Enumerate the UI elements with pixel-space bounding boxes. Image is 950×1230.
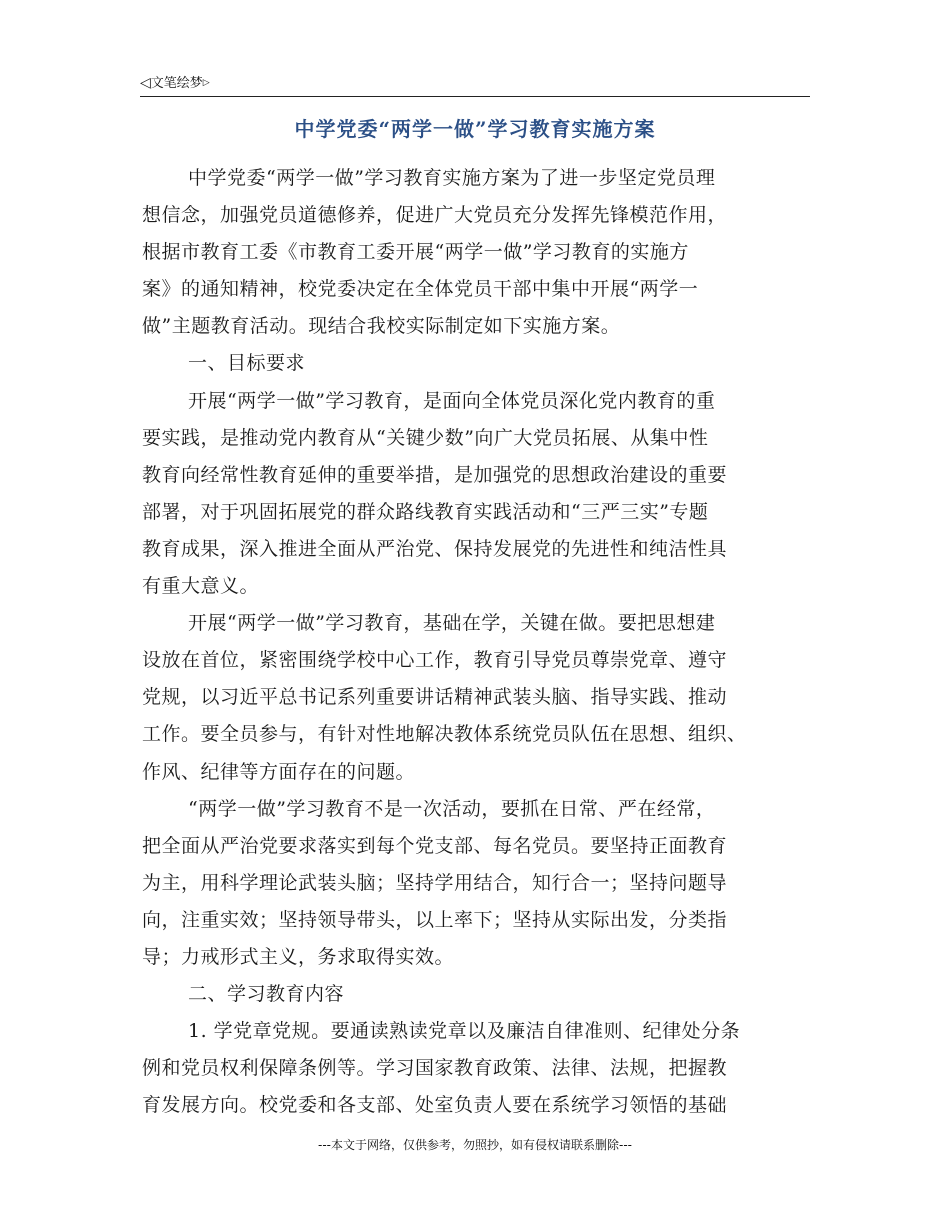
paragraph-line: 为主，用科学理论武装头脑；坚持学用结合，知行合一；坚持问题导 — [142, 871, 728, 894]
paragraph-line: 根据市教育工委《市教育工委开展“两学一做”学习教育的实施方 — [142, 241, 689, 264]
paragraph-line: 导；力戒形式主义，务求取得实效。 — [142, 945, 455, 968]
paragraph-line: 作风、纪律等方面存在的问题。 — [142, 760, 416, 783]
paragraph-line: 工作。要全员参与，有针对性地解决教体系统党员队伍在思想、组织、 — [142, 723, 747, 746]
paragraph-line: 1. 学党章党规。要通读熟读党章以及廉洁自律准则、纪律处分条 — [188, 1020, 741, 1043]
paragraph-line: 党规，以习近平总书记系列重要讲话精神武装头脑、指导实践、推动 — [142, 686, 728, 709]
paragraph-line: 想信念，加强党员道德修养，促进广大党员充分发挥先锋模范作用， — [142, 204, 728, 227]
page-header — [140, 74, 810, 97]
paragraph-line: 案》的通知精神，校党委决定在全体党员干部中集中开展“两学一 — [142, 278, 699, 301]
paragraph-line: 把全面从严治党要求落实到每个党支部、每名党员。要坚持正面教育 — [142, 834, 728, 857]
paragraph-line: 例和党员权利保障条例等。学习国家教育政策、法律、法规，把握教 — [142, 1057, 728, 1080]
paragraph-line: 开展“两学一做”学习教育，是面向全体党员深化党内教育的重 — [188, 389, 716, 412]
paragraph-line: 向，注重实效；坚持领导带头，以上率下；坚持从实际出发，分类指 — [142, 908, 728, 931]
document-title: 中学党委“两学一做”学习教育实施方案 — [294, 117, 656, 141]
paragraph-line: 教育成果，深入推进全面从严治党、保持发展党的先进性和纯洁性具 — [142, 537, 728, 560]
left-triangle-icon: ◁ — [140, 75, 151, 91]
paragraph-line: 教育向经常性教育延伸的重要举措，是加强党的思想政治建设的重要 — [142, 463, 728, 486]
paragraph-line: 设放在首位，紧密围绕学校中心工作，教育引导党员尊崇党章、遵守 — [142, 649, 728, 672]
paragraph-line: 做”主题教育活动。现结合我校实际制定如下实施方案。 — [142, 315, 621, 338]
paragraph-line: 育发展方向。校党委和各支部、处室负责人要在系统学习领悟的基础 — [142, 1094, 728, 1117]
paragraph-line: “两学一做”学习教育不是一次活动，要抓在日常、严在经常， — [188, 797, 716, 820]
paragraph-line: 有重大意义。 — [142, 575, 260, 598]
section-heading: 二、学习教育内容 — [188, 983, 345, 1006]
paragraph-line: 中学党委“两学一做”学习教育实施方案为了进一步坚定党员理 — [188, 167, 716, 189]
paragraph-line: 要实践，是推动党内教育从“关键少数”向广大党员拓展、从集中性 — [142, 426, 709, 449]
header-brand — [140, 74, 210, 93]
paragraph-line: 开展“两学一做”学习教育，基础在学，关键在做。要把思想建 — [188, 612, 716, 635]
document-body — [142, 160, 822, 1124]
paragraph-line: 部署，对于巩固拓展党的群众路线教育实践活动和“三严三实”专题 — [142, 500, 709, 523]
right-triangle-icon: ▷ — [202, 78, 210, 88]
page-footer: ---本文于网络，仅供参考，勿照抄，如有侵权请联系删除--- — [318, 1138, 632, 1152]
section-heading: 一、目标要求 — [188, 352, 306, 375]
brand-text: 文笔绘梦 — [150, 76, 203, 91]
